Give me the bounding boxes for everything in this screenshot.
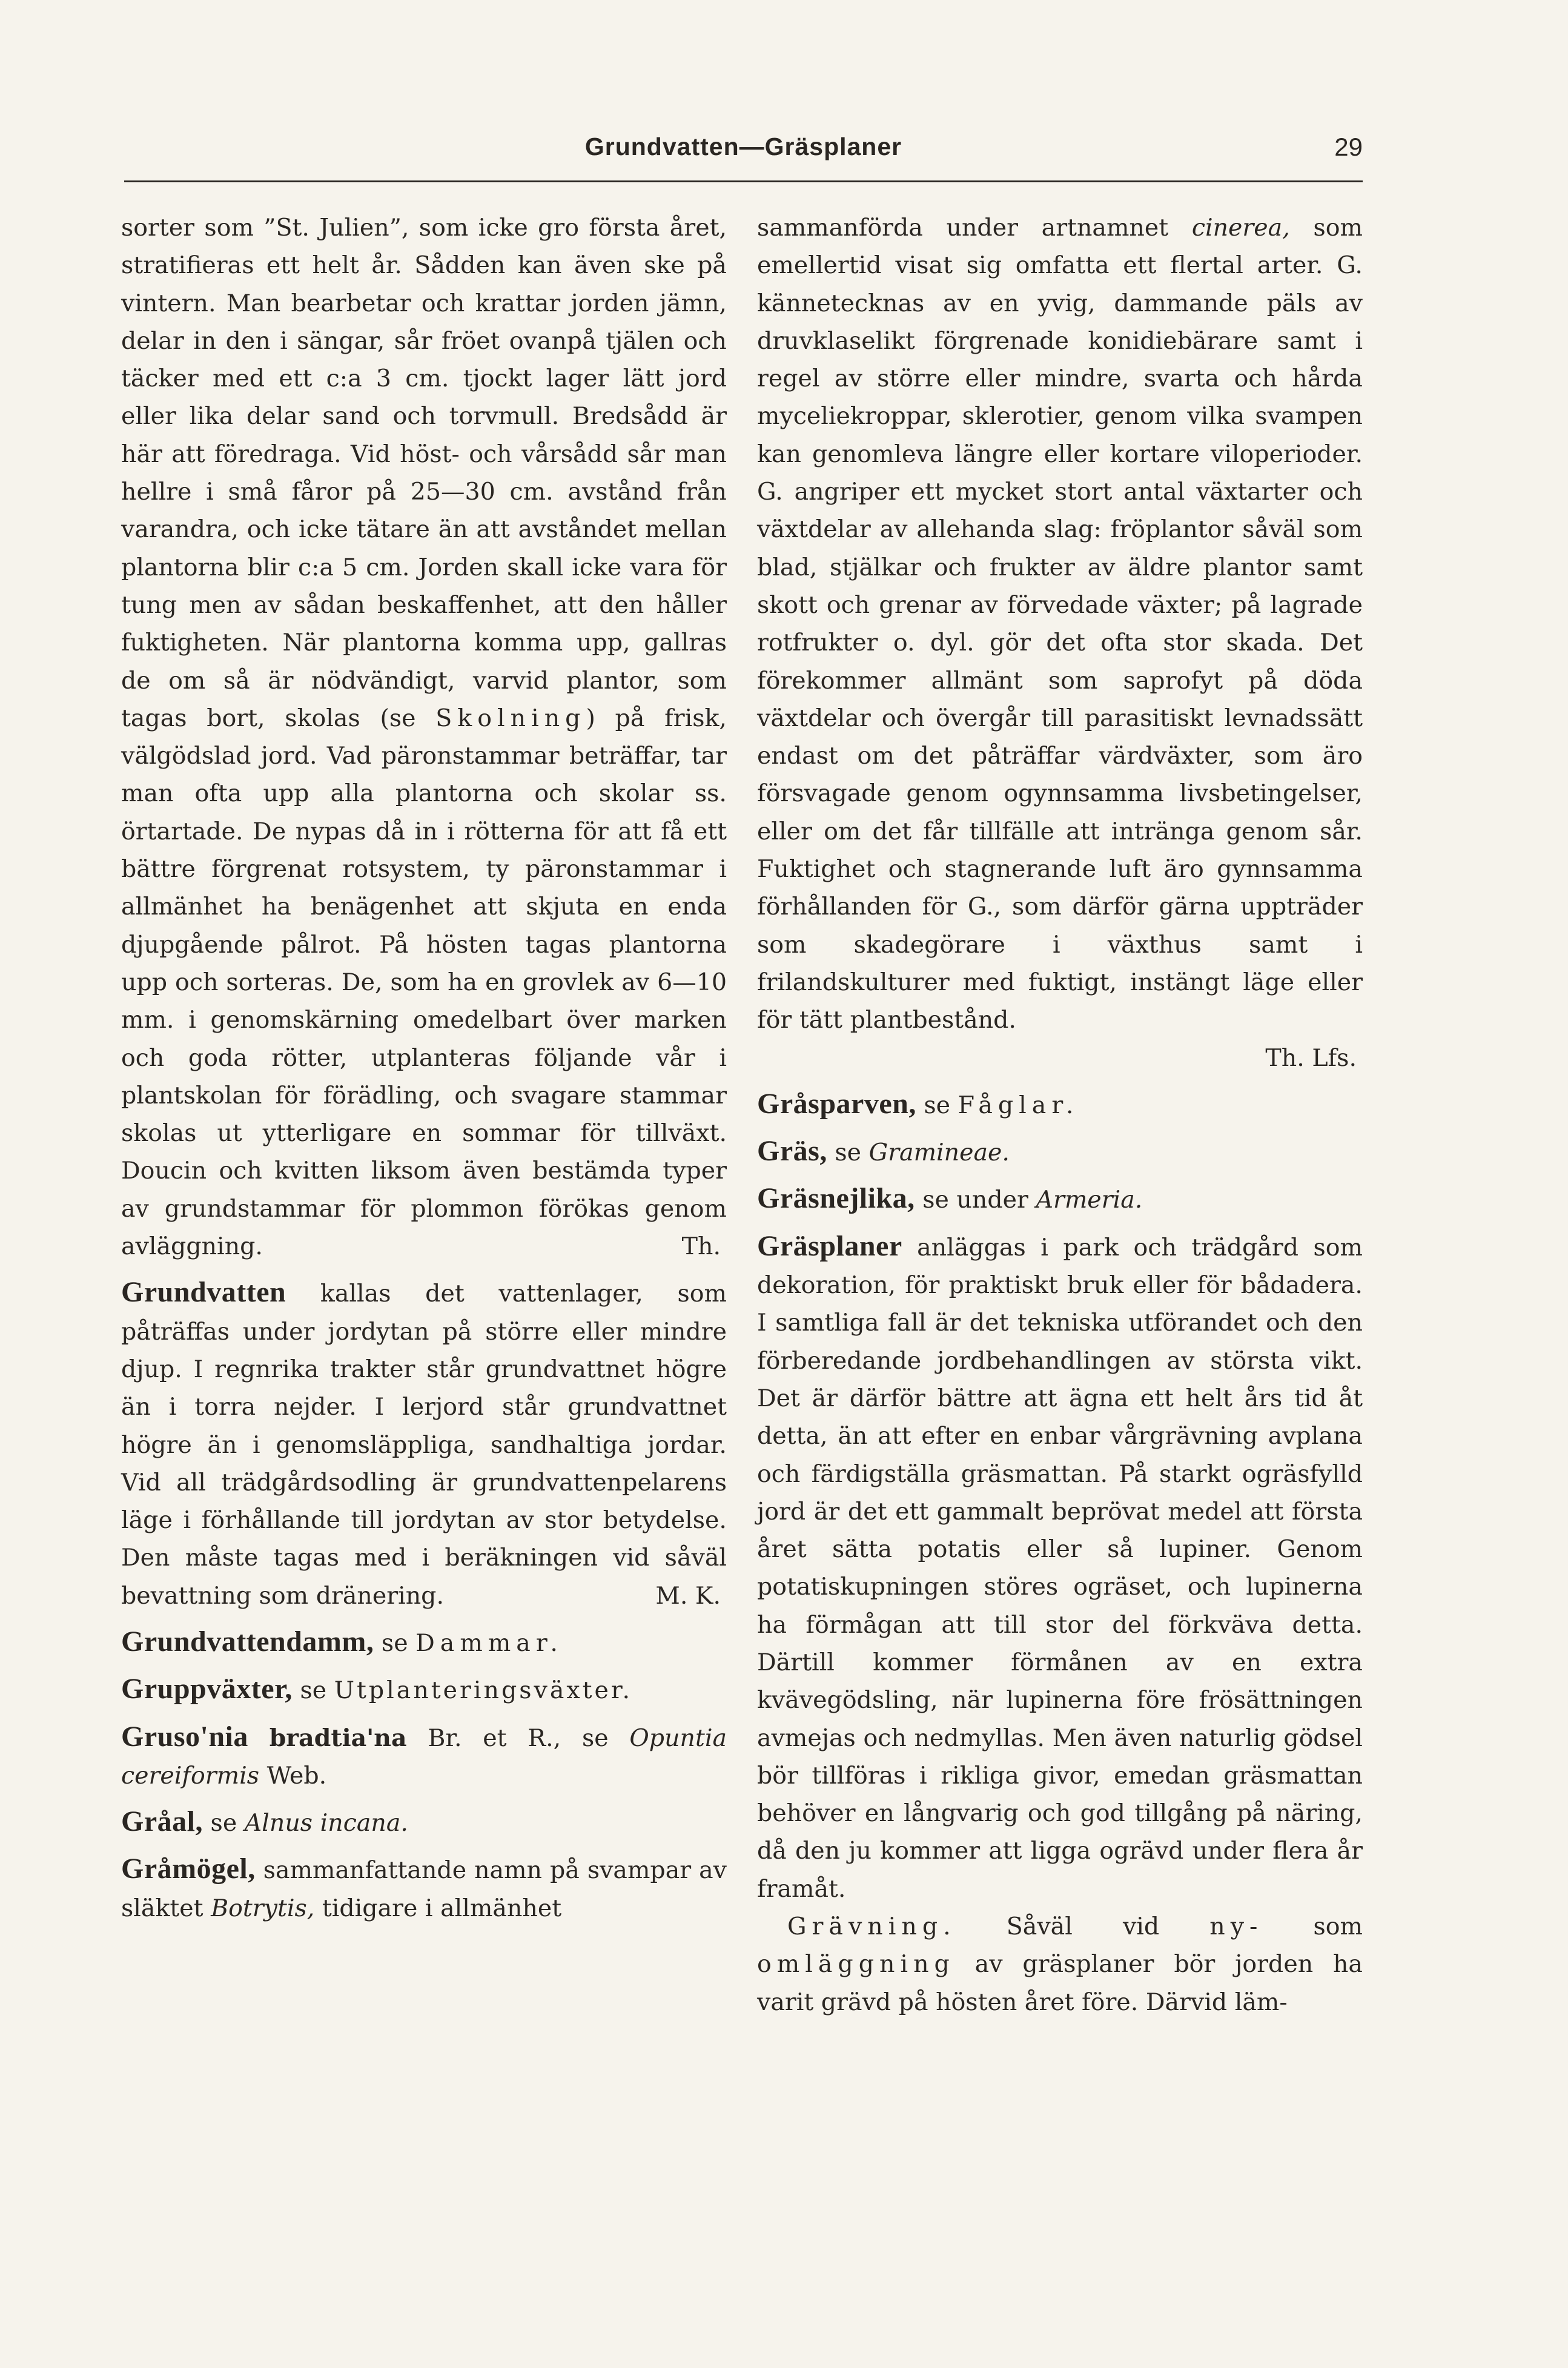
entry-grundvatten — [121, 1274, 727, 1615]
headword: Grundvatten — [121, 1276, 286, 1309]
running-head: Grundvatten—Gräsplaner — [584, 133, 902, 160]
left-column — [121, 209, 727, 1927]
see-label: se under — [922, 1186, 1028, 1214]
cross-reference: Alnus incana. — [244, 1809, 408, 1837]
entry-grasnejlika — [757, 1180, 1363, 1219]
headword: Gråal, — [121, 1805, 203, 1838]
cross-reference: Utplanteringsväxter. — [334, 1676, 633, 1705]
cross-reference: Dammar. — [415, 1629, 563, 1657]
see-label: se — [300, 1676, 327, 1705]
headword: Gruppväxter, — [121, 1673, 293, 1705]
entry-text: av gräsplaner bör jorden ha varit grävd på hösten året före. Därvid läm- — [757, 1950, 1363, 2016]
cross-reference: Fåglar. — [958, 1091, 1079, 1119]
cross-reference: Gramineae. — [868, 1139, 1010, 1167]
headword: Gräs, — [757, 1135, 827, 1168]
entry-continuation — [121, 209, 727, 1265]
headword: Gråmögel, — [121, 1853, 256, 1885]
cross-reference: Opuntia cereiformis — [121, 1724, 727, 1790]
see-label: se — [210, 1809, 237, 1837]
entry-text: sammanförda under artnamnet — [757, 214, 1169, 242]
subsection-title: Grävning. — [787, 1913, 956, 1941]
headword: Gråsparven, — [757, 1087, 916, 1120]
entry-text: Web. — [266, 1761, 327, 1790]
subsection-gravning — [757, 1908, 1363, 2021]
header-rule — [124, 180, 1363, 182]
emphasis: omläggning — [757, 1950, 955, 1979]
entry-text: tidigare i allmänhet — [322, 1894, 562, 1922]
entry-text: Br. et R., se — [428, 1724, 609, 1752]
entry-text: ) på frisk, välgödslad jord. Vad päronstammar beträffar, tar man ofta upp alla plantorna och skolar ss. örtartade. De nypas då in i rötterna för att få ett bättre förgrenat rotsystem, ty päronstammar i allmänhet ha benägenhet att skjuta en enda djupgående pålrot. På hösten tagas plantorna upp och sorteras. De, som ha en grovlek av 6—10 mm. i genomskärning omedelbart över marken och goda rötter, utplanteras följande vår i plantskolan för förädling, och svagare stammar skolas ut ytterligare en sommar för tillväxt. Doucin och kvitten liksom även bestämda typer av grundstammar för plommon förökas genom avläggning. — [121, 704, 727, 1261]
entry-grasparven — [757, 1085, 1363, 1124]
entry-grundvattendamm — [121, 1623, 727, 1662]
genus-name: Botrytis, — [211, 1894, 315, 1922]
entry-grusonia — [121, 1718, 727, 1795]
entry-text: som — [1313, 1913, 1363, 1941]
entry-gras — [757, 1133, 1363, 1171]
entry-text: sorter som ”St. Julien”, som icke gro första året, stratifieras ett helt år. Sådden kan även ske på vintern. Man bearbetar och krattar jorden jämn, delar in den i sängar, sår fröet ovanpå tjälen och täcker med ett c:a 3 cm. tjockt lager lätt jord eller lika delar sand och torvmull. Bredsådd är här att föredraga. Vid höst- och vårsådd sår man hellre i små fåror på 25—30 cm. avstånd från varandra, och icke tätare än att avståndet mellan plantorna blir c:a 5 cm. Jorden skall icke vara för tung men av sådan beskaffenhet, att den håller fuktigheten. När plantorna komma upp, gallras de om så är nödvändigt, varvid plantor, som tagas bort, skolas (se — [121, 214, 727, 732]
author-signature: Th. Lfs. — [1265, 1043, 1357, 1072]
headword: Gruso'nia — [121, 1720, 248, 1753]
entry-grasplaner — [757, 1228, 1363, 1908]
emphasis: ny- — [1209, 1913, 1263, 1941]
entry-continuation — [757, 209, 1363, 1077]
page-number: 29 — [1334, 133, 1363, 161]
entry-text: sammanfattande namn på svampar av släktet — [121, 1856, 727, 1922]
entry-gramogel — [121, 1850, 727, 1927]
entry-gruppvaxter — [121, 1670, 727, 1709]
see-label: se — [924, 1091, 951, 1119]
cross-reference: Skolning — [435, 704, 586, 732]
entry-text: anläggas i park och trädgård som dekoration, för praktiskt bruk eller för bådadera. I samtliga fall är det tekniska utförandet och den förberedande jordbehandlingen av största vikt. Det är därför bättre att ägna ett helt års tid åt detta, än att efter en enbar vårgrävning avplana och färdigställa gräsmattan. På starkt ogräsfylld jord är det ett gammalt beprövat medel att första året sätta potatis eller så lupiner. Genom potatiskupningen störes ogräset, och lupinerna ha förmågan att till stor del förkväva detta. Därtill kommer förmånen av en extra kvävegödsling, när lupinerna före frösättningen avmejas och nedmyllas. Men även naturlig gödsel bör tillföras i rikliga givor, emedan gräsmattan behöver en långvarig och god tillgång på näring, då den ju kommer att ligga ogrävd under flera år framåt. — [757, 1233, 1363, 1903]
author-signature: Th. — [681, 1232, 721, 1261]
see-label: se — [381, 1629, 408, 1657]
page-header — [124, 130, 1363, 167]
cross-reference: Armeria. — [1036, 1186, 1143, 1214]
entry-graal — [121, 1803, 727, 1842]
headword-species: bradtia'na — [269, 1724, 407, 1752]
entry-text: kallas det vattenlager, som påträffas under jordytan på större eller mindre djup. I regnrika trakter står grundvattnet högre än i torra nejder. I lerjord står grundvattnet högre än i genomsläppliga, sandhaltiga jordar. Vid all trädgårdsodling är grundvattenpelarens läge i förhållande till jordytan av stor betydelse. Den måste tagas med i beräkningen vid såväl bevattning som dränering. — [121, 1280, 727, 1610]
see-label: se — [835, 1139, 862, 1167]
entry-text: Såväl vid — [1006, 1913, 1160, 1941]
headword: Gräsnejlika, — [757, 1182, 915, 1215]
headword: Gräsplaner — [757, 1229, 902, 1262]
species-name: cinerea, — [1191, 214, 1290, 242]
right-column — [757, 209, 1363, 2021]
headword: Grundvattendamm, — [121, 1625, 374, 1658]
author-signature: M. K. — [655, 1581, 721, 1610]
entry-text: som emellertid visat sig omfatta ett flertal arter. G. kännetecknas av en yvig, dammande päls av druvklaselikt förgrenade konidiebärare samt i regel av större eller mindre, svarta och hårda myceliekroppar, sklerotier, genom vilka svampen kan genomleva längre eller kortare viloperioder. G. angriper ett mycket stort antal växtarter och växtdelar av allehanda slag: fröplantor såväl som blad, stjälkar och frukter av äldre plantor samt skott och grenar av förvedade växter; på lagrade rotfrukter o. dyl. gör det ofta stor skada. Det förekommer allmänt som saprofyt på döda växtdelar och övergår till parasitiskt levnadssätt endast om det påträffar värdväxter, som äro försvagade genom ogynnsamma livsbetingelser, eller om det får tillfälle att intränga genom sår. Fuktighet och stagnerande luft äro gynnsamma förhållanden för G., som därför gärna uppträder som skadegörare i växthus samt i frilandskulturer med fuktigt, instängt läge eller för tätt plantbestånd. — [757, 214, 1363, 1034]
